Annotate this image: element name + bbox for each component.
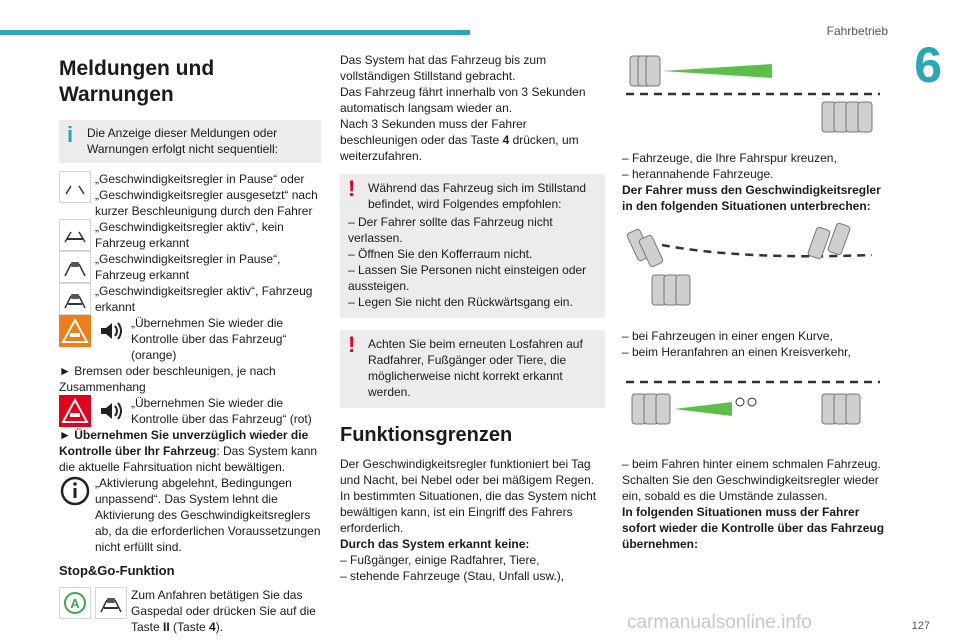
message-item [59,395,321,427]
subsection-heading: Stop&Go-Funktion [59,563,175,578]
column-1 [59,52,321,635]
page-number: 127 [911,620,930,632]
paragraph: Nach 3 Sekunden muss der Fahrer beschleunigen oder das Taste 4 drücken, um weiterzufahren. [340,117,579,163]
warning-note [340,330,605,408]
vehicle-detected-active-icon [95,587,127,619]
info-note [59,120,321,163]
svg-text:A: A [70,596,80,611]
column-2 [340,52,605,584]
sound-icon [95,395,127,427]
message-text: „Übernehmen Sie wieder die Kontrolle über das Fahrzeug“ (orange) [131,316,287,362]
stopgo-text: Zum Anfahren betätigen Sie das Gaspedal oder drücken Sie auf die Taste II (Taste 4). [131,588,316,634]
section-title: Fahrbetrieb [826,24,888,38]
message-item [59,475,321,555]
info-note-text: Die Anzeige dieser Meldungen oder Warnungen erfolgt nicht sequentiell: [87,126,279,156]
watermark: carmanualsonline.info [627,612,812,633]
takeover-orange-icon [59,315,91,347]
warning-icon: ! [348,332,356,357]
message-text: „Geschwindigkeitsregler in Pause“ oder „Geschwindigkeitsregler ausgesetzt“ nach kurzer Beschleunigung durch den Fahrer [95,172,318,218]
info-icon: i [67,122,74,147]
paragraph: Schalten Sie den Geschwindigkeitsregler wieder ein, sobald es die Umstände zulassen. [622,473,879,503]
warning-list-item: – Der Fahrer sollte das Fahrzeug nicht verlassen. [348,215,553,245]
warning-icon: ! [348,176,356,201]
message-item [59,283,321,315]
column-3 [622,52,887,552]
list-item: – beim Heranfahren an einen Kreisverkehr, [622,345,851,359]
list-item: – Fahrzeuge, die Ihre Fahrspur kreuzen, [622,151,837,165]
paragraph: Der Geschwindigkeitsregler funktioniert bei Tag und Nacht, bei Nebel oder bei mäßigem Regen. [340,457,595,487]
list-item: – herannahende Fahrzeuge. [622,167,774,181]
message-text: „Geschwindigkeitsregler aktiv“, kein Fahrzeug erkannt [95,220,284,250]
auto-start-icon [59,587,91,619]
list-item: – beim Fahren hinter einem schmalen Fahrzeug. [622,457,881,471]
warning-list-item: – Öffnen Sie den Kofferraum nicht. [348,247,533,261]
paragraph: Das Fahrzeug fährt innerhalb von 3 Sekunden automatisch langsam wieder an. [340,85,586,115]
list-item: – Fußgänger, einige Radfahrer, Tiere, [340,553,540,567]
cruise-pause-icon [59,171,91,203]
message-text: „Geschwindigkeitsregler aktiv“, Fahrzeug erkannt [95,284,313,314]
narrow-vehicle-illustration [622,372,884,442]
warning-text: Achten Sie beim erneuten Losfahren auf Radfahrer, Fußgänger oder Tiere, die möglicherweise nicht korrekt erkannt werden. [368,337,583,399]
paragraph: In bestimmten Situationen, die das System nicht bewältigen kann, ist ein Eingriff des Fahrers erforderlich. [340,489,597,535]
warning-list-item: – Lassen Sie Personen nicht einsteigen oder aussteigen. [348,263,587,293]
action-text: ► Übernehmen Sie unverzüglich wieder die Kontrolle über Ihr Fahrzeug: Das System kann die aktuelle Fahrsituation nicht bewältigen. [59,428,318,474]
crossing-vehicles-illustration [622,52,884,142]
list-label: Durch das System erkannt keine: [340,537,530,551]
message-item [59,219,321,251]
takeover-red-icon [59,395,91,427]
warning-intro: Während das Fahrzeug sich im Stillstand befindet, wird Folgendes empfohlen: [368,181,587,211]
cruise-active-icon [59,219,91,251]
header-accent-bar [0,30,470,35]
message-item [59,587,321,635]
message-text: „Geschwindigkeitsregler in Pause“, Fahrzeug erkannt [95,252,281,282]
warning-note [340,174,605,318]
list-item: – bei Fahrzeugen in einer engen Kurve, [622,329,833,343]
message-item [59,315,321,363]
warning-list-item: – Legen Sie nicht den Rückwärtsgang ein. [348,295,573,309]
message-item [59,251,321,283]
list-label: Der Fahrer muss den Geschwindigkeitsregler in den folgenden Situationen unterbrechen: [622,183,881,213]
vehicle-detected-active-icon [59,283,91,315]
message-text: „Übernehmen Sie wieder die Kontrolle über das Fahrzeug“ (rot) [131,396,312,426]
info-circle-icon [59,475,91,507]
sound-icon [95,315,127,347]
message-item [59,171,321,219]
message-text: „Aktivierung abgelehnt, Bedingungen unpassend“. Das System lehnt die Aktivierung des Geschwindigkeitsreglers ab, da die erforderlichen Voraussetzungen nicht erfüllt sind. [95,476,321,554]
section-heading: Funktionsgrenzen [340,424,513,446]
list-item: – stehende Fahrzeuge (Stau, Unfall usw.), [340,569,565,583]
paragraph: Das System hat das Fahrzeug bis zum vollständigen Stillstand gebracht. [340,53,547,83]
list-label: In folgenden Situationen muss der Fahrer sofort wieder die Kontrolle über das Fahrzeug übernehmen: [622,505,885,551]
curve-illustration [622,220,884,320]
chapter-number: 6 [914,37,942,93]
section-heading: Meldungen und Warnungen [59,57,215,106]
vehicle-detected-pause-icon [59,251,91,283]
action-text: ► Bremsen oder beschleunigen, je nach Zusammenhang [59,364,276,394]
